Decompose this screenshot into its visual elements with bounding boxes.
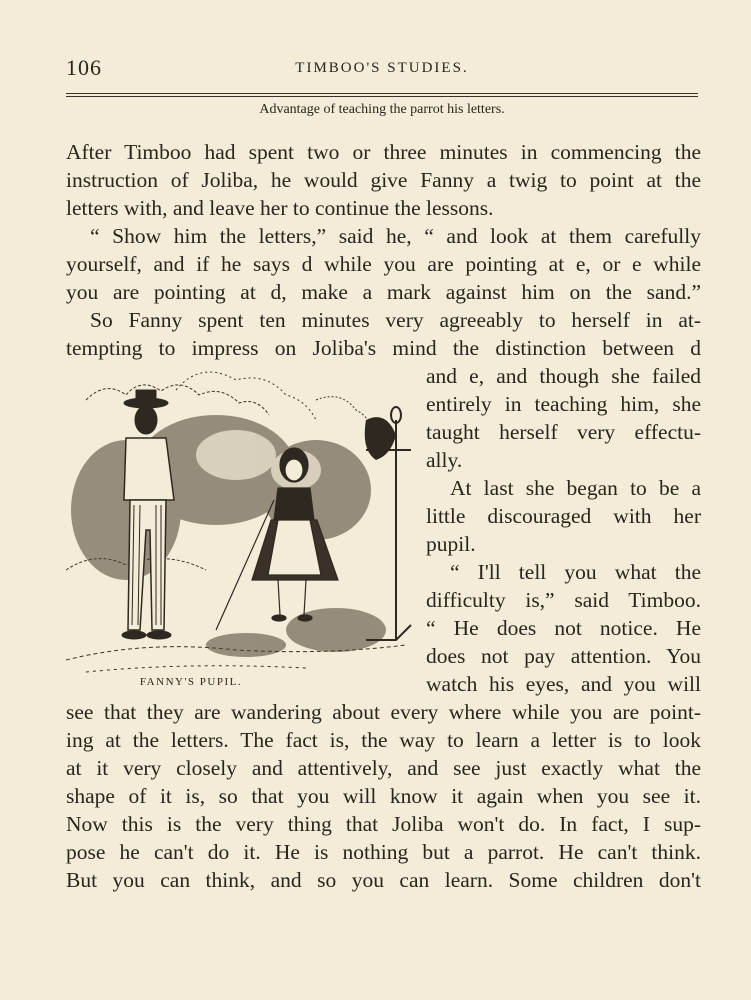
text-line: tempting to impress on Joliba's mind the distinction between d [66, 336, 701, 360]
text-line: and e, and though she failed [426, 364, 701, 388]
text-line: So Fanny spent ten minutes very agreeably to herself in at- [90, 308, 701, 332]
text-line: little discouraged with her [426, 504, 701, 528]
header-rule [66, 93, 698, 94]
text-line: At last she began to be a [450, 476, 701, 500]
text-line: shape of it is, so that you will know it again when you see it. [66, 784, 701, 808]
text-line: watch his eyes, and you will [426, 672, 701, 696]
text-line: “ I'll tell you what the [450, 560, 701, 584]
text-line: pupil. [426, 532, 476, 556]
text-line: at it very closely and attentively, and see just exactly what the [66, 756, 701, 780]
text-line: taught herself very effectu- [426, 420, 701, 444]
page-header [66, 53, 698, 83]
text-line: “ He does not notice. He [426, 616, 701, 640]
text-line: ally. [426, 448, 463, 472]
text-line: yourself, and if he says d while you are pointing at e, or e while [66, 252, 701, 276]
running-title: TIMBOO'S STUDIES. [295, 60, 469, 76]
text-line: entirely in teaching him, she [426, 392, 701, 416]
text-line: letters with, and leave her to continue the lessons. [66, 196, 494, 220]
engraving-illustration [66, 360, 418, 678]
text-line: “ Show him the letters,” said he, “ and look at them carefully [90, 224, 701, 248]
text-line: you are pointing at d, make a mark against him on the sand.” [66, 280, 701, 304]
text-line: Now this is the very thing that Joliba won't do. In fact, I sup- [66, 812, 701, 836]
text-line: But you can think, and so you can learn. Some children don't [66, 868, 701, 892]
text-line: pose he can't do it. He is nothing but a parrot. He can't think. [66, 840, 701, 864]
text-line: does not pay attention. You [426, 644, 701, 668]
text-line: After Timboo had spent two or three minutes in commencing the [66, 140, 701, 164]
text-line: see that they are wandering about every where while you are point- [66, 700, 701, 724]
page-number: 106 [66, 55, 102, 80]
text-line: ing at the letters. The fact is, the way to learn a letter is to look [66, 728, 701, 752]
text-line: difficulty is,” said Timboo. [426, 588, 701, 612]
text-line: instruction of Joliba, he would give Fanny a twig to point at the [66, 168, 701, 192]
header-rule-thin [66, 96, 698, 97]
illustration-caption: FANNY'S PUPIL. [139, 676, 243, 688]
page-subheading: Advantage of teaching the parrot his letters. [259, 102, 505, 117]
